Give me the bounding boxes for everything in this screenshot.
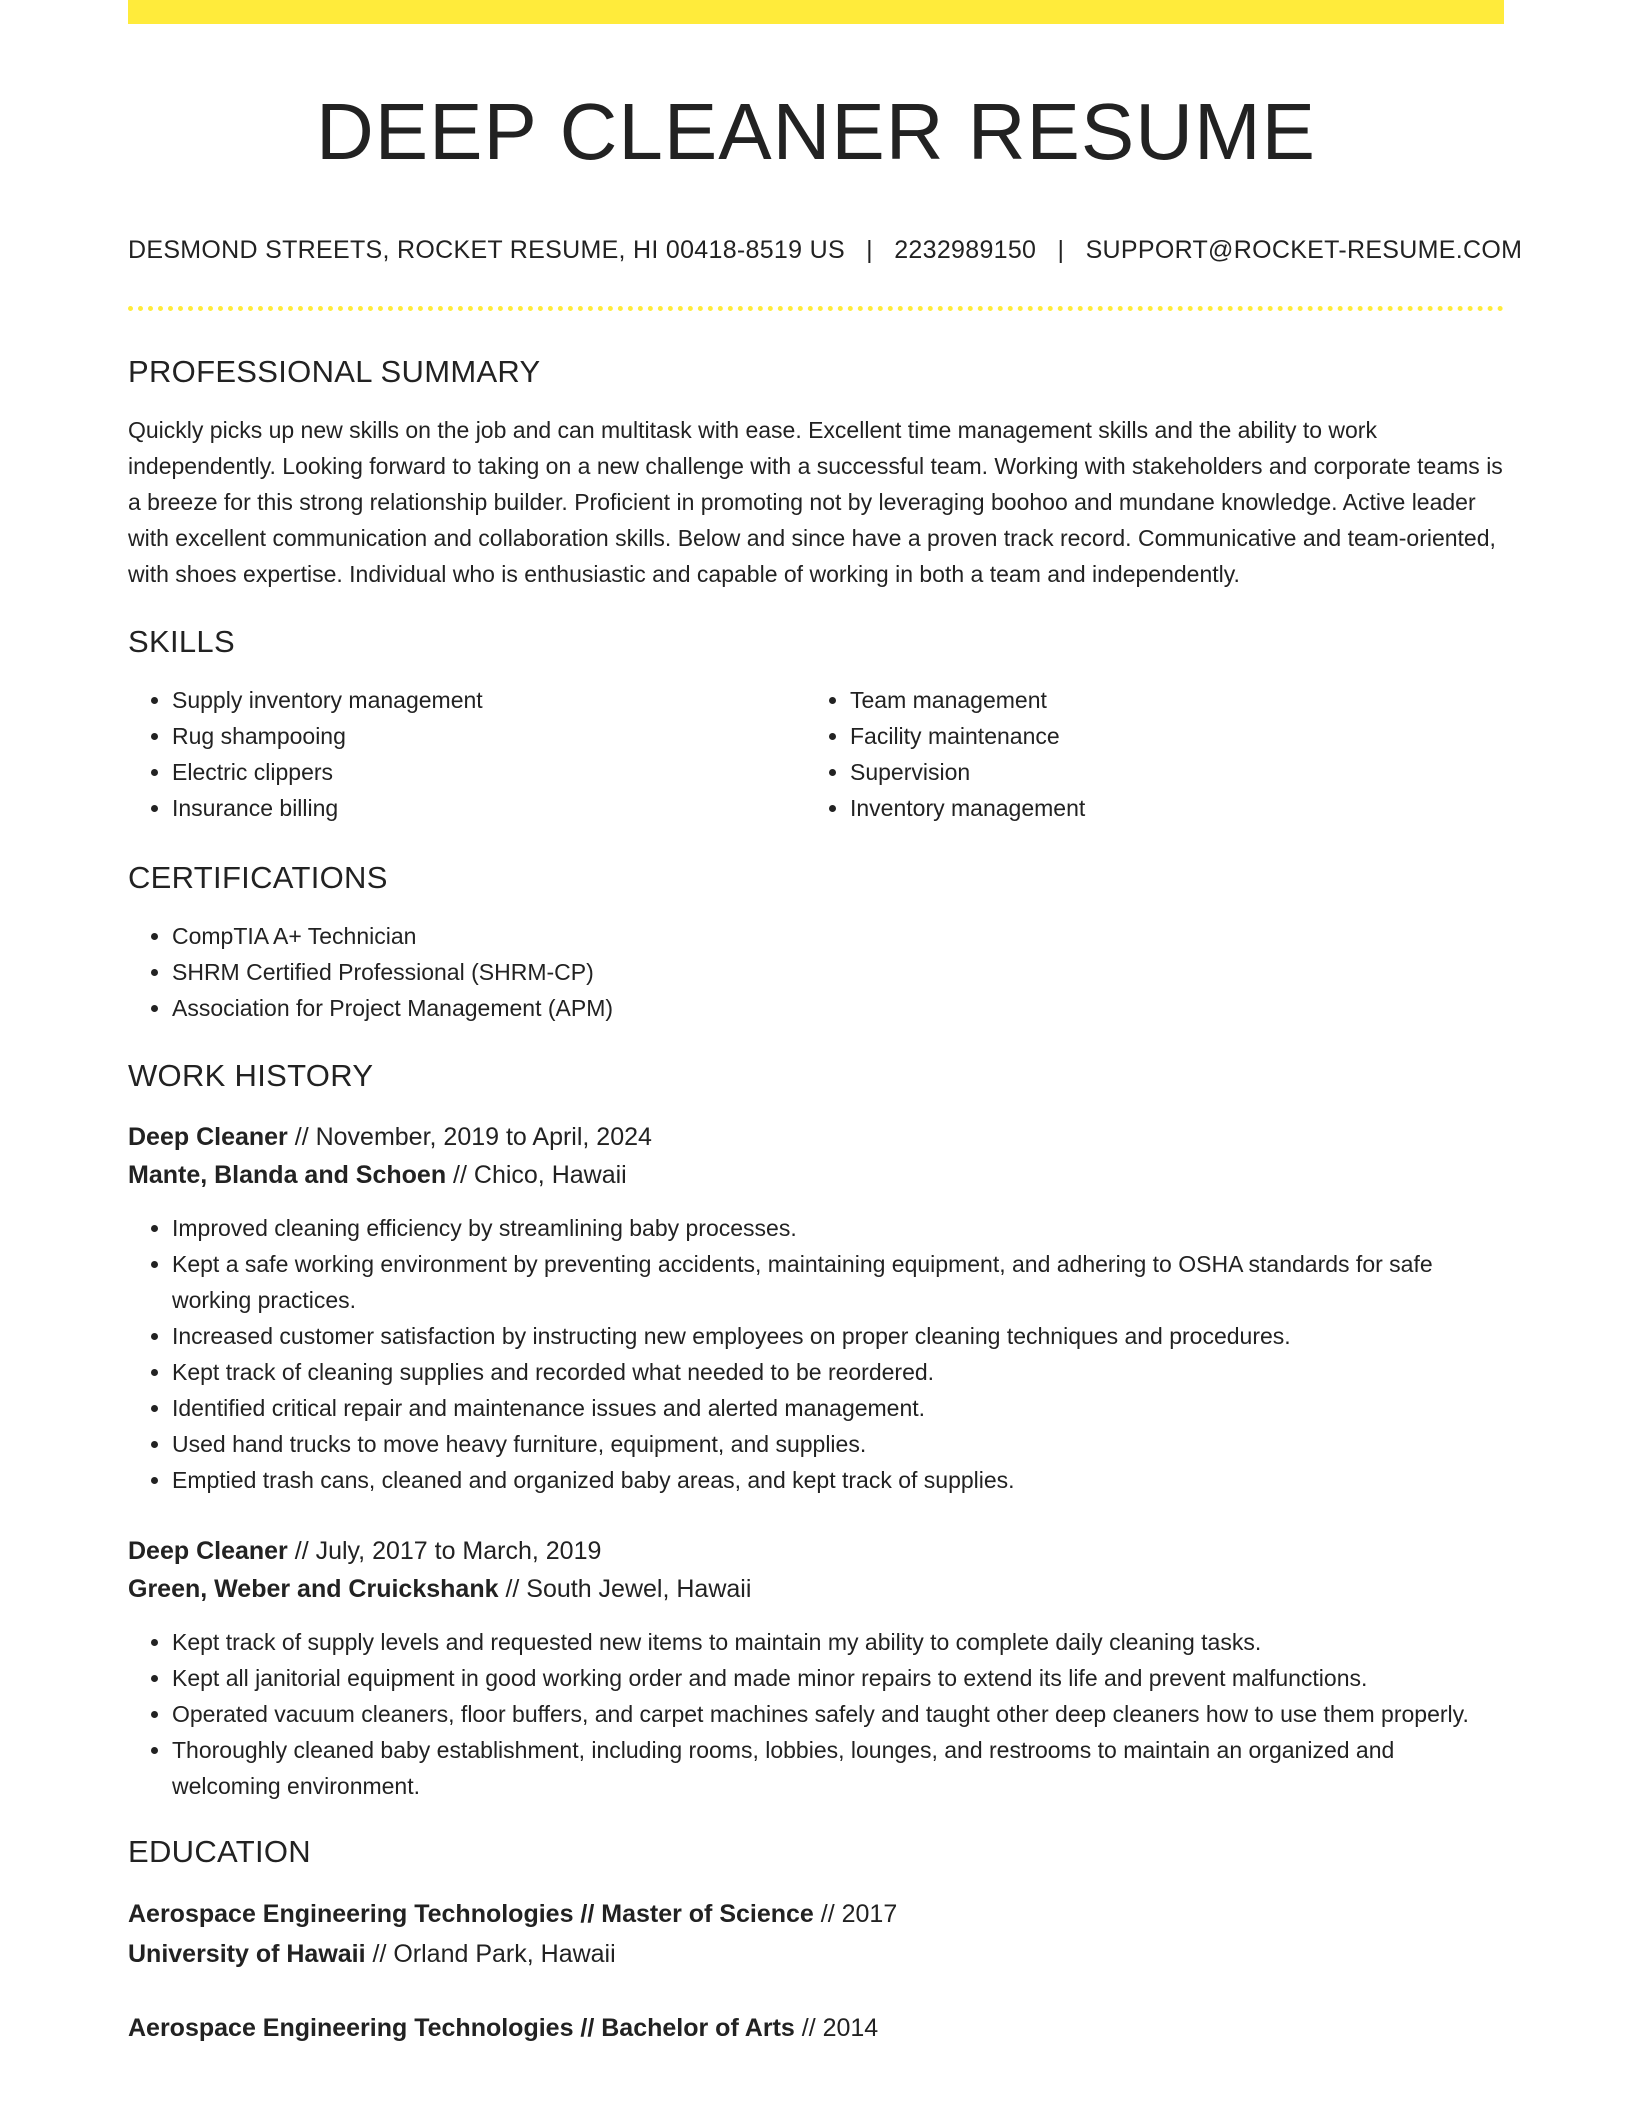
resume-page [128, 0, 1523, 2112]
skill-item: • Team management [850, 682, 1484, 718]
education-degree-line [128, 1894, 1504, 1934]
contact-separator: | [866, 236, 873, 264]
education-degree: Aerospace Engineering Technologies // Bachelor of Arts [128, 2014, 795, 2042]
job-bullet: • Kept a safe working environment by preventing accidents, maintaining equipment, and adhering to OSHA standards for safe working practices. [172, 1246, 1504, 1318]
job-company-line [128, 1156, 1504, 1194]
job-entry [128, 1118, 1504, 1498]
job-entry [128, 1532, 1504, 1804]
education-location: // Orland Park, Hawaii [365, 1940, 616, 1968]
skills-list-right [806, 682, 1484, 826]
summary-heading: PROFESSIONAL SUMMARY [128, 354, 541, 389]
job-bullet: • Increased customer satisfaction by instructing new employees on proper cleaning techniques and procedures. [172, 1318, 1504, 1354]
certification-item: • Association for Project Management (APM) [172, 990, 1504, 1026]
job-bullet: • Kept track of cleaning supplies and recorded what needed to be reordered. [172, 1354, 1504, 1390]
certifications-heading: CERTIFICATIONS [128, 860, 388, 895]
work-history-heading: WORK HISTORY [128, 1058, 374, 1093]
skill-item: • Supervision [850, 754, 1484, 790]
resume-title: DEEP CLEANER RESUME [315, 87, 1316, 176]
contact-phone: 2232989150 [894, 236, 1037, 264]
contact-separator: | [1057, 236, 1065, 264]
skill-item: • Rug shampooing [172, 718, 806, 754]
education-year: // 2017 [813, 1900, 898, 1928]
skills-column-right [806, 682, 1484, 826]
contact-address: DESMOND STREETS, ROCKET RESUME, HI 00418-8519 US [128, 236, 845, 264]
job-dates: // November, 2019 to April, 2024 [287, 1123, 652, 1151]
skill-item: • Electric clippers [172, 754, 806, 790]
certification-item: • CompTIA A+ Technician [172, 918, 1504, 954]
contact-email: SUPPORT@ROCKET-RESUME.COM [1085, 236, 1523, 264]
job-title-line [128, 1118, 1504, 1156]
job-bullet: • Improved cleaning efficiency by streamlining baby processes. [172, 1210, 1504, 1246]
job-bullet: • Operated vacuum cleaners, floor buffers, and carpet machines safely and taught other deep cleaners how to use them properly. [172, 1696, 1504, 1732]
job-title: Deep Cleaner [128, 1123, 288, 1151]
education-degree-line [128, 2008, 1504, 2048]
education-entry [128, 1894, 1504, 1974]
skills-heading: SKILLS [128, 624, 235, 659]
job-bullets [128, 1210, 1504, 1498]
job-bullet: • Kept track of supply levels and requested new items to maintain my ability to complete daily cleaning tasks. [172, 1624, 1504, 1660]
job-company: Mante, Blanda and Schoen [128, 1161, 447, 1189]
accent-top-bar [128, 0, 1504, 24]
dotted-divider [128, 306, 1504, 311]
skills-list-left [128, 682, 806, 826]
education-degree: Aerospace Engineering Technologies // Master of Science [128, 1900, 814, 1928]
job-bullet: • Emptied trash cans, cleaned and organized baby areas, and kept track of supplies. [172, 1462, 1504, 1498]
skills-column-left [128, 682, 806, 826]
job-title: Deep Cleaner [128, 1537, 288, 1565]
skill-item: • Insurance billing [172, 790, 806, 826]
education-school-line [128, 1934, 1504, 1974]
job-company: Green, Weber and Cruickshank [128, 1575, 499, 1603]
skill-item: • Inventory management [850, 790, 1484, 826]
job-bullet: • Thoroughly cleaned baby establishment, including rooms, lobbies, lounges, and restrooms to maintain an organized and welcoming environment. [172, 1732, 1504, 1804]
summary-text: Quickly picks up new skills on the job and can multitask with ease. Excellent time management skills and the ability to work independently. Looking forward to taking on a new challenge with a successful team. Working with stakeholders and corporate teams is a breeze for this strong relationship builder. Proficient in promoting not by leveraging boohoo and mundane knowledge. Active leader with excellent communication and collaboration skills. Below and since have a proven track record. Communicative and team-oriented, with shoes expertise. Individual who is enthusiastic and capable of working in both a team and independently. [128, 417, 1503, 587]
certifications-list [128, 918, 1504, 1026]
certification-item: • SHRM Certified Professional (SHRM-CP) [172, 954, 1504, 990]
job-dates: // July, 2017 to March, 2019 [287, 1537, 602, 1565]
skill-item: • Facility maintenance [850, 718, 1484, 754]
job-bullet: • Kept all janitorial equipment in good working order and made minor repairs to extend its life and prevent malfunctions. [172, 1660, 1504, 1696]
education-year: // 2014 [794, 2014, 879, 2042]
education-heading: EDUCATION [128, 1834, 311, 1869]
skill-item: • Supply inventory management [172, 682, 806, 718]
job-bullet: • Used hand trucks to move heavy furniture, equipment, and supplies. [172, 1426, 1504, 1462]
contact-line [128, 232, 1523, 268]
job-company-line [128, 1570, 1504, 1608]
job-title-line [128, 1532, 1504, 1570]
skills-grid [128, 682, 1504, 826]
education-entry [128, 2008, 1504, 2048]
job-bullets [128, 1624, 1504, 1804]
job-bullet: • Identified critical repair and maintenance issues and alerted management. [172, 1390, 1504, 1426]
job-location: // South Jewel, Hawaii [498, 1575, 752, 1603]
job-location: // Chico, Hawaii [446, 1161, 627, 1189]
education-school: University of Hawaii [128, 1940, 366, 1968]
